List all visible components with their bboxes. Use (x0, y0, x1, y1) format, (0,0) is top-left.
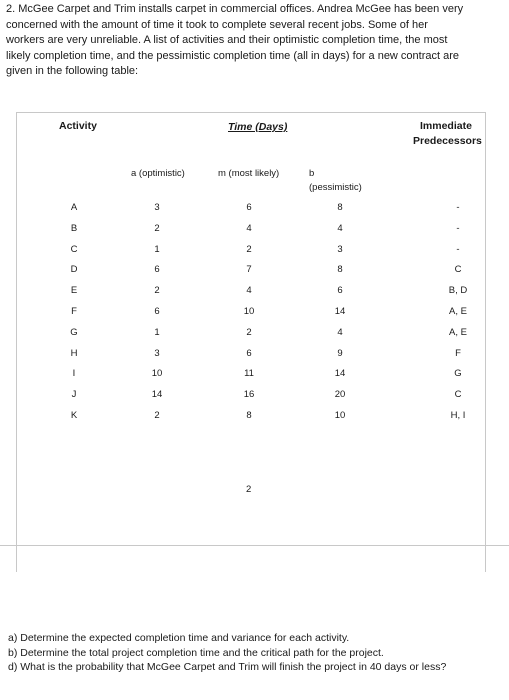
table-cell-a: 2 (154, 410, 160, 421)
table-cell-a: 6 (154, 306, 160, 317)
table-cell-activity: G (70, 326, 78, 338)
problem-line: concerned with the amount of time it took to complete several recent jobs. Some of her (6, 18, 428, 31)
table-cell-a: 1 (154, 326, 160, 338)
table-cell-a: 3 (154, 202, 160, 213)
question-a: a) Determine the expected completion time and variance for each activity. (8, 632, 350, 644)
table-cell-m: 4 (246, 285, 252, 297)
table-cell-m: 8 (246, 410, 252, 421)
problem-line: given in the following table: (6, 65, 139, 78)
table-cell-activity: B (70, 222, 78, 234)
table-cell-activity: J (71, 389, 77, 401)
table-cell-activity: E (70, 285, 78, 297)
table-cell-b: 4 (337, 326, 343, 338)
table-cell-pred: - (456, 222, 460, 234)
table-cell-pred: - (456, 243, 460, 255)
activity-table-frame (16, 112, 486, 572)
subheader-most-likely: m (most likely) (218, 168, 280, 179)
table-cell-b: 4 (337, 222, 343, 234)
table-cell-activity: H (70, 347, 78, 359)
table-cell-b: 14 (334, 306, 346, 317)
table-cell-m: 2 (246, 243, 252, 255)
table-cell-m: 16 (243, 389, 255, 401)
table-cell-a: 2 (154, 285, 160, 297)
table-cell-b: 8 (337, 202, 343, 213)
subheader-pessimistic: (pessimistic) (309, 182, 362, 193)
problem-statement (6, 2, 500, 80)
table-cell-b: 20 (334, 389, 346, 401)
table-cell-m: 2 (246, 326, 252, 338)
table-cell-pred: B, D (448, 285, 468, 297)
subheader-optimistic: a (optimistic) (131, 168, 185, 179)
questions (8, 631, 504, 675)
table-cell-a: 14 (151, 389, 163, 401)
question-b: b) Determine the total project completion time and the critical path for the project. (8, 646, 384, 659)
page-number: 2 (246, 484, 252, 495)
table-cell-b: 9 (337, 347, 343, 359)
table-cell-b: 10 (334, 410, 346, 421)
table-cell-activity: K (70, 410, 78, 421)
table-cell-b: 6 (337, 285, 343, 297)
table-cell-a: 3 (154, 347, 160, 359)
table-cell-pred: - (456, 202, 460, 213)
table-cell-a: 6 (154, 264, 160, 276)
table-cell-m: 10 (243, 306, 255, 317)
table-cell-m: 4 (246, 222, 252, 234)
header-predecessors: Predecessors (413, 135, 482, 147)
table-cell-pred: F (455, 347, 461, 359)
question-d: d) What is the probability that McGee Carpet and Trim will finish the project in 40 days or less? (8, 661, 447, 673)
table-cell-pred: A, E (449, 306, 467, 317)
table-cell-b: 14 (334, 368, 346, 380)
table-cell-pred: C (454, 389, 462, 401)
header-time-days: Time (Days) (228, 121, 288, 133)
table-cell-a: 2 (154, 222, 160, 234)
table-cell-pred: A, E (449, 326, 467, 338)
table-cell-a: 1 (154, 243, 160, 255)
table-cell-b: 8 (337, 264, 343, 276)
table-cell-activity: A (70, 202, 78, 213)
table-cell-activity: I (72, 368, 76, 380)
header-activity: Activity (59, 120, 97, 132)
table-cell-activity: F (71, 306, 77, 317)
divider (0, 545, 509, 546)
subheader-b: b (309, 168, 315, 179)
header-immediate: Immediate (420, 120, 472, 132)
table-cell-m: 6 (246, 347, 252, 359)
table-cell-activity: D (70, 264, 78, 276)
problem-line: workers are very unreliable. A list of activities and their optimistic completion time, the most (6, 34, 448, 47)
table-cell-m: 7 (246, 264, 252, 276)
table-cell-m: 6 (246, 202, 252, 213)
table-cell-activity: C (70, 243, 78, 255)
table-cell-m: 11 (244, 368, 254, 380)
problem-line: likely completion time, and the pessimistic completion time (all in days) for a new contract are (6, 49, 460, 62)
table-cell-pred: G (454, 368, 462, 380)
table-cell-b: 3 (337, 243, 343, 255)
table-cell-a: 10 (151, 368, 163, 380)
problem-line: 2. McGee Carpet and Trim installs carpet in commercial offices. Andrea McGee has been very (6, 3, 464, 15)
table-cell-pred: H, I (450, 410, 466, 421)
table-cell-pred: C (454, 264, 462, 276)
